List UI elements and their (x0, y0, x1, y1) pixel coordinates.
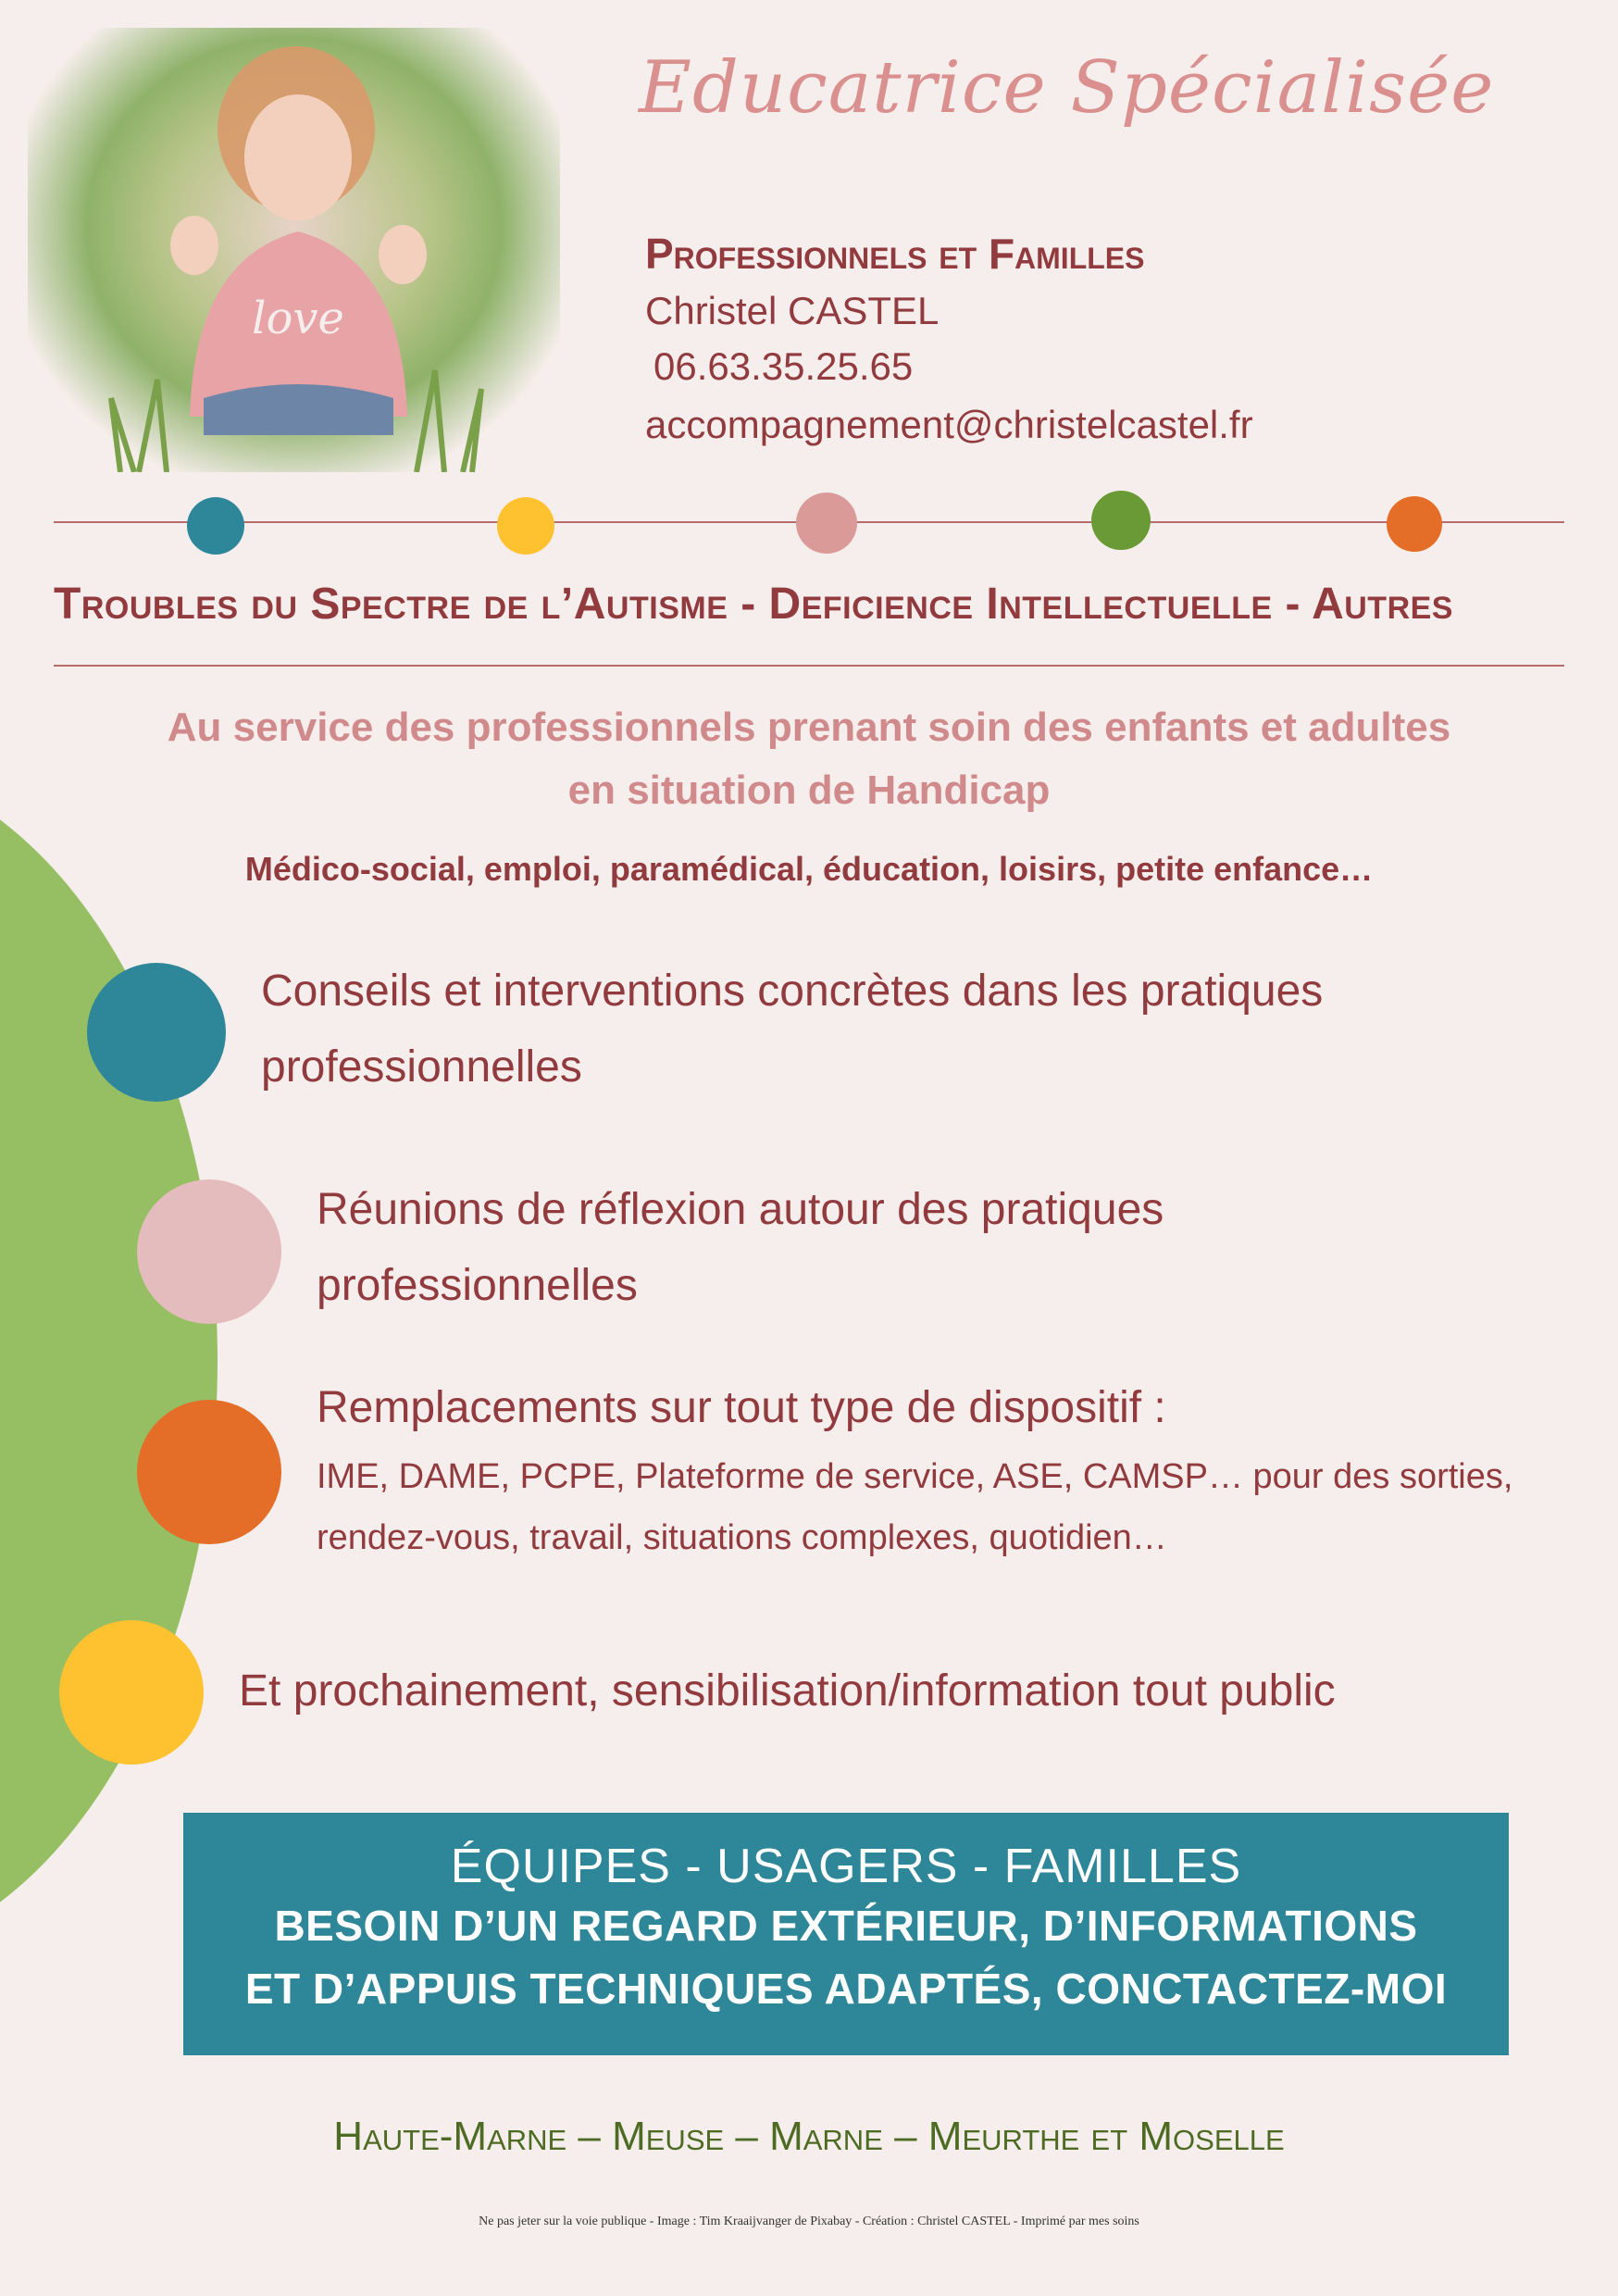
specialties-heading: Troubles du Spectre de l’Autisme - Deficience Intellectuelle - Autres (54, 580, 1453, 629)
sweater-text: love (252, 293, 344, 344)
bullet-meetings-line-1: Réunions de réflexion autour des pratiques (317, 1185, 1164, 1234)
call-to-action-box (183, 1813, 1509, 2055)
decor-dot-orange (1387, 496, 1442, 552)
bullet-circle-pink (137, 1179, 281, 1324)
bullet-circle-orange (137, 1400, 281, 1544)
bullet-replacements-line-1: Remplacements sur tout type de dispositif : (317, 1383, 1166, 1432)
contact-email[interactable]: accompagnement@christelcastel.fr (645, 403, 1253, 446)
bullet-circle-yellow (59, 1620, 204, 1765)
regions-line: Haute-Marne – Meuse – Marne – Meurthe et Moselle (333, 2114, 1285, 2159)
contact-name: Christel CASTEL (645, 289, 940, 332)
footer-note: Ne pas jeter sur la voie publique - Image : Tim Kraaijvanger de Pixabay - Création : Christel CASTEL - Imprimé par mes soins (479, 2215, 1139, 2228)
service-statement (56, 696, 1562, 822)
decor-dot-yellow (497, 497, 554, 555)
bullet-replacements-line-2: IME, DAME, PCPE, Plateforme de service, ASE, CAMSP… pour des sorties, (317, 1457, 1513, 1496)
bullet-advice-line-1: Conseils et interventions concrètes dans les pratiques (261, 967, 1324, 1016)
child-photo (28, 28, 560, 472)
bullet-awareness: Et prochainement, sensibilisation/information tout public (239, 1666, 1336, 1716)
cta-audience: ÉQUIPES - USAGERS - FAMILLES (450, 1840, 1242, 1893)
sectors-line: Médico-social, emploi, paramédical, éducation, loisirs, petite enfance… (244, 850, 1374, 888)
bullet-circle-blue (87, 963, 226, 1102)
green-decorative-shape (0, 759, 218, 1963)
cta-line-2: BESOIN D’UN REGARD EXTÉRIEUR, D’INFORMATIONS (274, 1902, 1418, 1950)
contact-phone[interactable]: 06.63.35.25.65 (653, 344, 914, 388)
bullet-replacements (317, 1370, 1594, 1568)
cta-line-3: ET D’APPUIS TECHNIQUES ADAPTÉS, CONCTACTEZ-MOI (244, 1965, 1448, 2013)
service-line-1: Au service des professionnels prenant soin des enfants et adultes (167, 705, 1451, 750)
heading-divider-line (54, 665, 1564, 667)
bullet-replacements-line-3: rendez-vous, travail, situations complexes, quotidien… (317, 1518, 1167, 1557)
bullet-advice (261, 954, 1575, 1105)
decor-dot-pink (796, 493, 857, 554)
service-line-2: en situation de Handicap (567, 767, 1051, 813)
decor-dot-blue (187, 497, 244, 555)
page-title: Educatrice Spécialisée (639, 46, 1495, 130)
bullet-advice-line-2: professionnelles (261, 1042, 582, 1092)
bullet-meetings (317, 1172, 1575, 1324)
bullet-meetings-line-2: professionnelles (317, 1261, 638, 1310)
contact-heading: Professionnels et Familles (645, 230, 1145, 278)
decor-dot-green (1091, 491, 1151, 550)
